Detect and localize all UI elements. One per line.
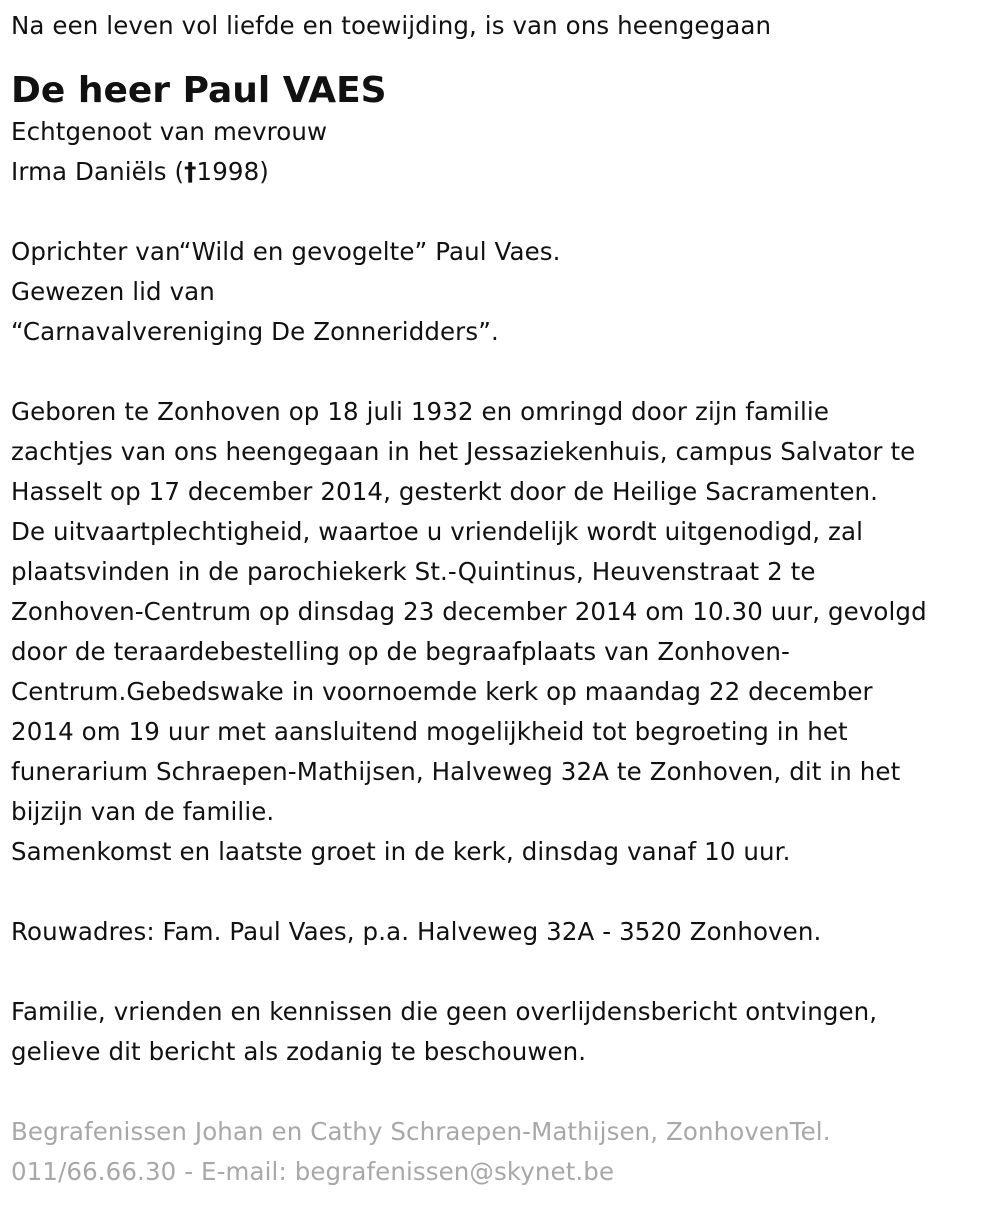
spacer [11, 352, 991, 392]
spouse-death-year: 1998) [196, 157, 269, 186]
cross-icon: † [184, 157, 197, 186]
footer-line: Begrafenissen Johan en Cathy Schraepen-Mathijsen, ZonhovenTel. [11, 1117, 831, 1146]
body-line: De uitvaartplechtigheid, waartoe u vriendelijk wordt uitgenodigd, zal [11, 517, 864, 546]
role-line: Oprichter van“Wild en gevogelte” Paul Vaes. [11, 237, 561, 266]
body-paragraph [11, 392, 991, 872]
body-line: Hasselt op 17 december 2014, gesterkt door de Heilige Sacramenten. [11, 477, 879, 506]
spacer [11, 952, 991, 992]
body-line: bijzijn van de familie. [11, 797, 275, 826]
body-line: Zonhoven-Centrum op dinsdag 23 december 2014 om 10.30 uur, gevolgd [11, 597, 927, 626]
deceased-name: De heer Paul VAES [11, 70, 387, 111]
spouse-name: Irma Daniëls ( [11, 157, 185, 186]
intro-text: Na een leven vol liefde en toewijding, is van ons heengegaan [11, 11, 772, 40]
body-line: Centrum.Gebedswake in voornoemde kerk op maandag 22 december [11, 677, 873, 706]
spacer [11, 872, 991, 912]
notice-line: gelieve dit bericht als zodanig te beschouwen. [11, 1037, 587, 1066]
spouse-line: Echtgenoot van mevrouw [11, 117, 328, 146]
body-line: funerarium Schraepen-Mathijsen, Halveweg 32A te Zonhoven, dit in het [11, 757, 901, 786]
body-line: plaatsvinden in de parochiekerk St.-Quintinus, Heuvenstraat 2 te [11, 557, 816, 586]
role-line: Gewezen lid van [11, 277, 215, 306]
spouse-name-line [11, 152, 991, 192]
body-line: door de teraardebestelling op de begraafplaats van Zonhoven- [11, 637, 790, 666]
footer-line: 011/66.66.30 - E-mail: begrafenissen@skynet.be [11, 1157, 615, 1186]
notice-paragraph [11, 992, 991, 1072]
spacer [11, 1072, 991, 1112]
role-line: “Carnavalvereniging De Zonneridders”. [11, 317, 499, 346]
funeral-home-footer [11, 1112, 991, 1192]
spacer [11, 192, 991, 232]
mourning-address: Rouwadres: Fam. Paul Vaes, p.a. Halveweg 32A - 3520 Zonhoven. [11, 917, 822, 946]
obituary-notice [11, 6, 991, 1192]
body-line: Geboren te Zonhoven op 18 juli 1932 en omringd door zijn familie [11, 397, 829, 426]
body-line: Samenkomst en laatste groet in de kerk, dinsdag vanaf 10 uur. [11, 837, 791, 866]
body-line: zachtjes van ons heengegaan in het Jessaziekenhuis, campus Salvator te [11, 437, 916, 466]
notice-line: Familie, vrienden en kennissen die geen overlijdensbericht ontvingen, [11, 997, 878, 1026]
body-line: 2014 om 19 uur met aansluitend mogelijkheid tot begroeting in het [11, 717, 848, 746]
